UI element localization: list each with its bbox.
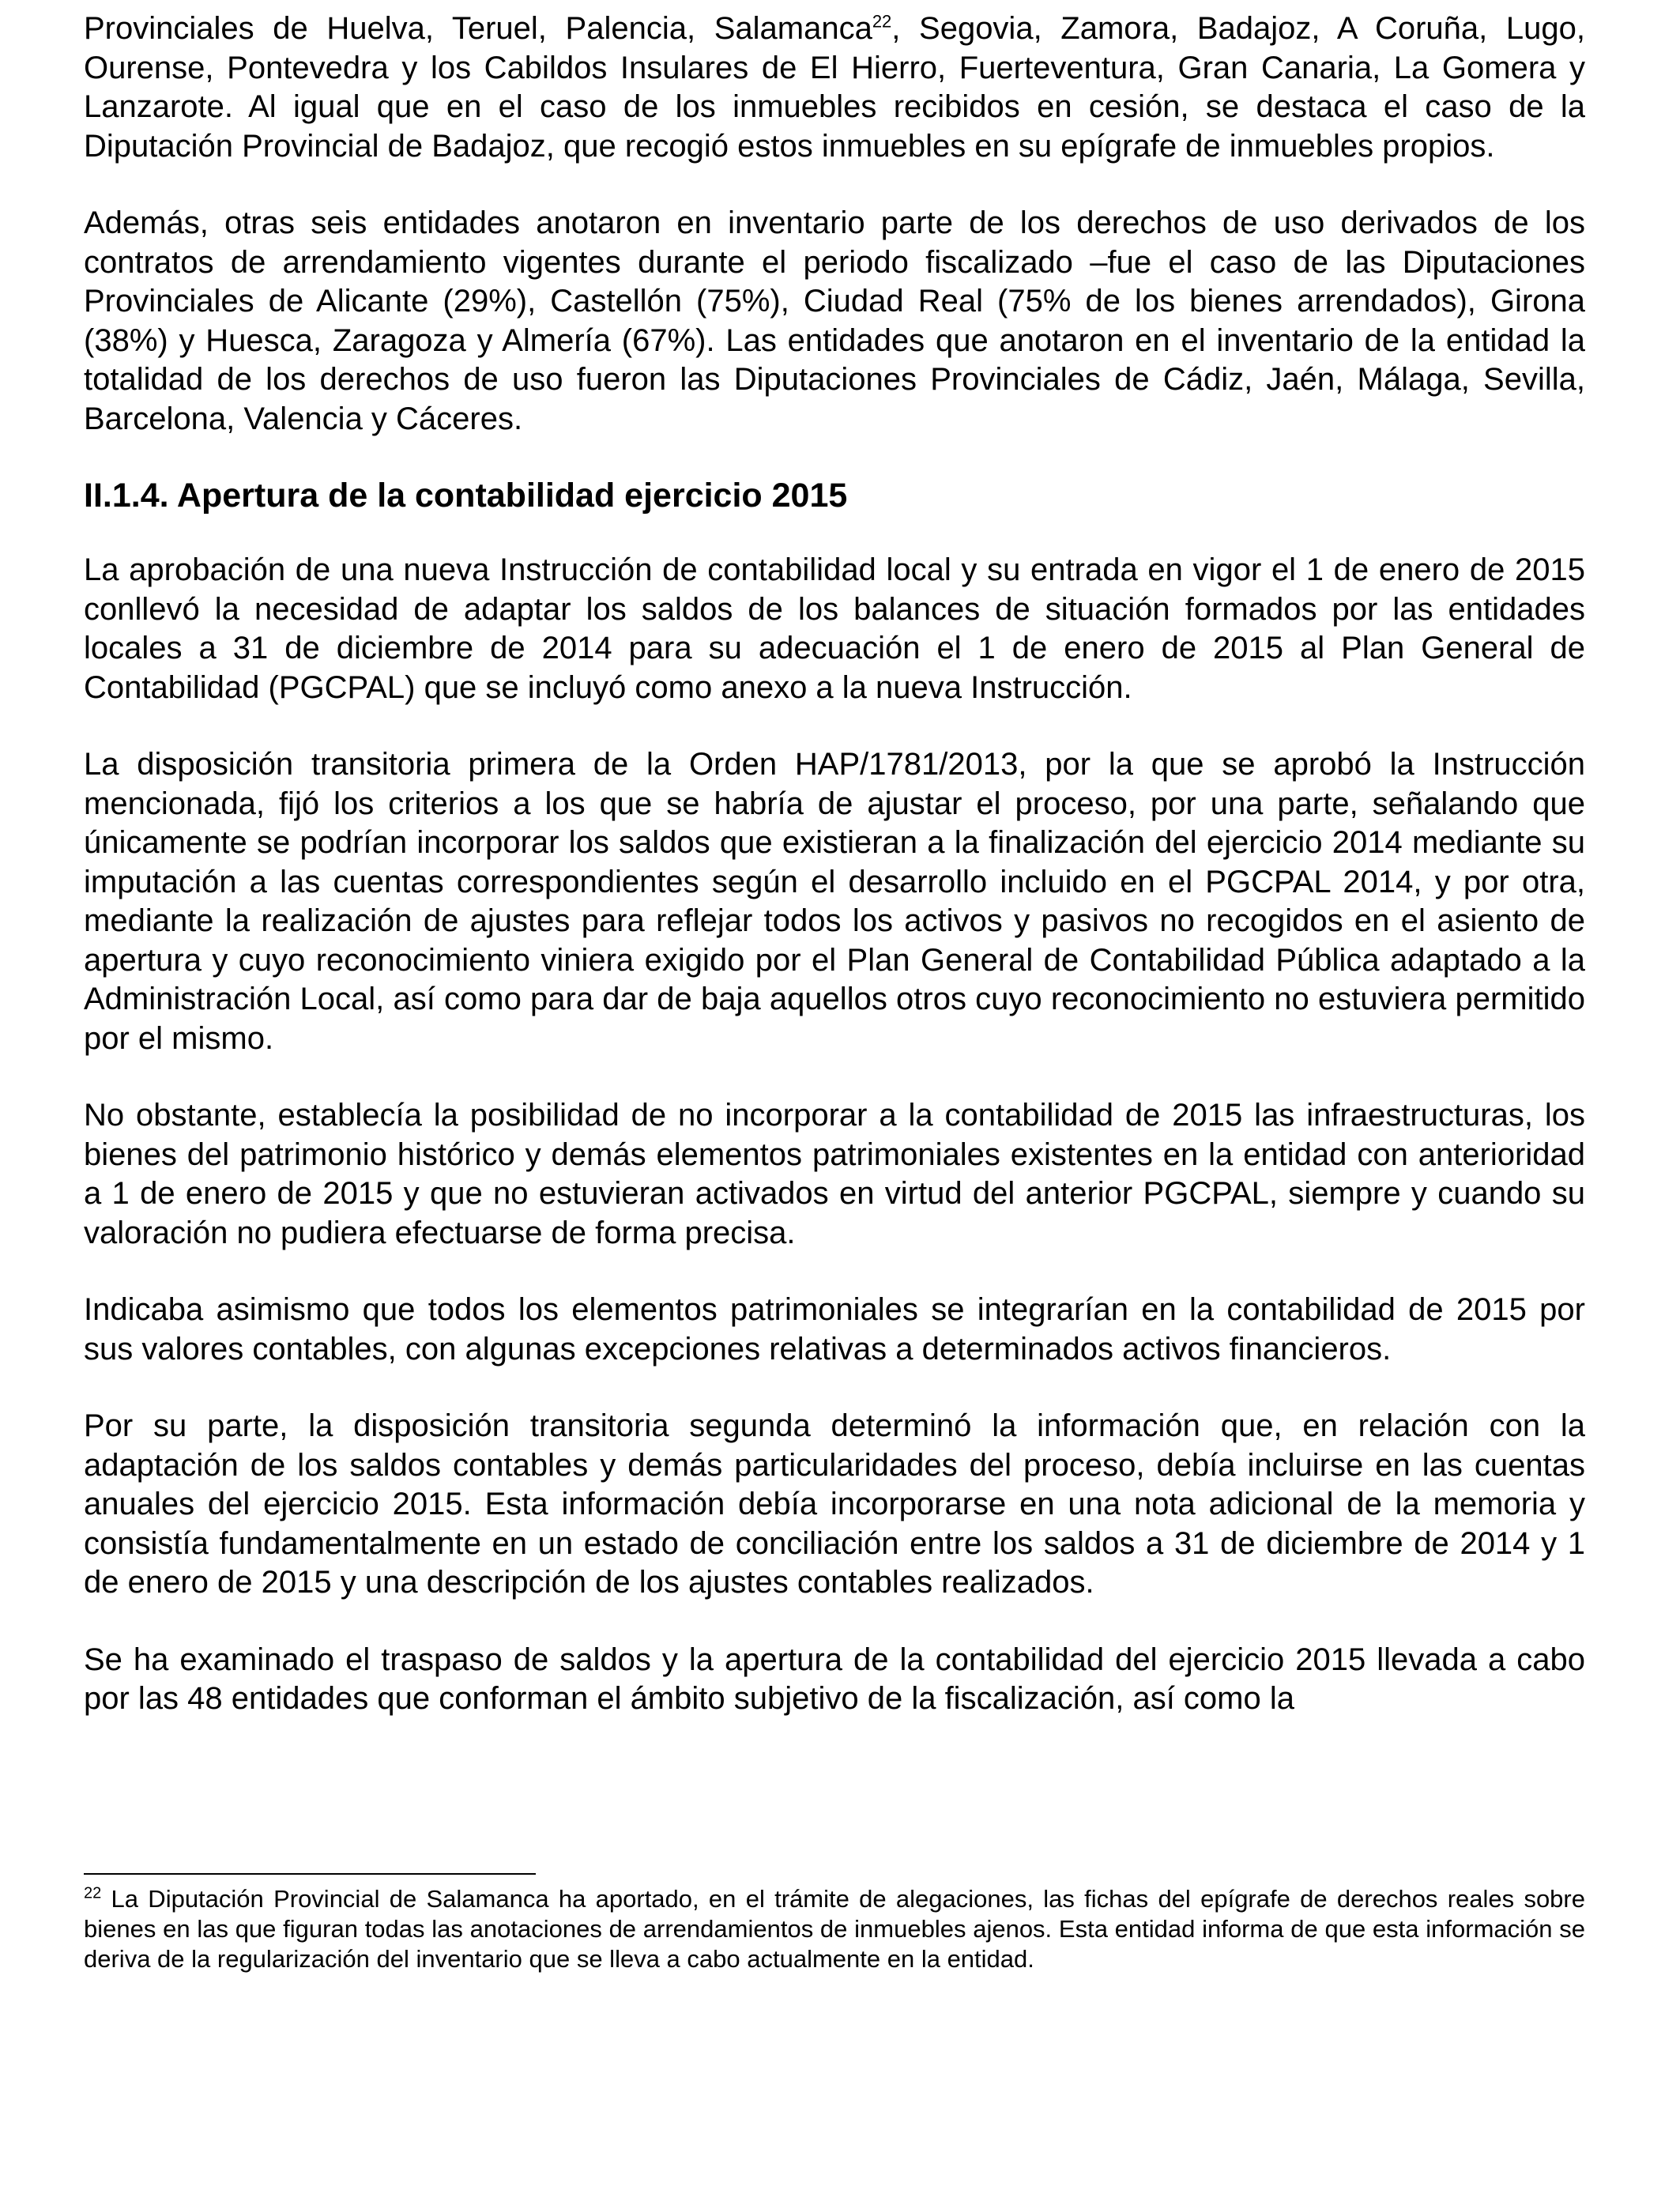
paragraph-aprobacion: La aprobación de una nueva Instrucción de contabilidad local y su entrada en vigor el 1 de enero de 2015 conllevó la necesidad de adaptar los saldos de los balances de situación formados por las entidades locales a 31 de diciembre de 2014 para su adecuación el 1 de enero de 2015 al Plan General de Contabilidad (PGCPAL) que se incluyó como anexo a la nueva Instrucción. bbox=[84, 552, 1585, 705]
document-body bbox=[84, 9, 1585, 1719]
footnote-reference[interactable]: 22 bbox=[872, 11, 892, 32]
footnote-text: La Diputación Provincial de Salamanca ha aportado, en el trámite de alegaciones, las fichas del epígrafe de derechos reales sobre bienes en las que figuran todas las anotaciones de arrendamientos de inmuebles ajenos. Esta entidad informa de que esta información se deriva de la regularización del inventario que se lleva a cabo actualmente en la entidad. bbox=[84, 1885, 1585, 1973]
paragraph-no-obstante: No obstante, establecía la posibilidad de no incorporar a la contabilidad de 2015 las infraestructuras, los bienes del patrimonio histórico y demás elementos patrimoniales existentes en la entidad con anterioridad a 1 de enero de 2015 y que no estuvieran activados en virtud del anterior PGCPAL, siempre y cuando su valoración no pudiera efectuarse de forma precisa. bbox=[84, 1098, 1585, 1250]
footnote bbox=[84, 1884, 1585, 1974]
paragraph-indicaba: Indicaba asimismo que todos los elementos patrimoniales se integrarían en la contabilidad de 2015 por sus valores contables, con algunas excepciones relativas a determinados activos financieros. bbox=[84, 1292, 1585, 1367]
paragraph-disposicion-segunda: Por su parte, la disposición transitoria segunda determinó la información que, en relación con la adaptación de los saldos contables y demás particularidades del proceso, debía incluirse en las cuentas anuales del ejercicio 2015. Esta información debía incorporarse en una nota adicional de la memoria y consistía fundamentalmente en un estado de conciliación entre los saldos a 31 de diciembre de 2014 y 1 de enero de 2015 y una descripción de los ajustes contables realizados. bbox=[84, 1408, 1585, 1600]
paragraph-text: Provinciales de Huelva, Teruel, Palencia, Salamanca bbox=[84, 11, 872, 46]
section-heading: II.1.4. Apertura de la contabilidad ejercicio 2015 bbox=[84, 477, 848, 515]
paragraph-disposicion-primera: La disposición transitoria primera de la Orden HAP/1781/2013, por la que se aprobó la Instrucción mencionada, fijó los criterios a los que se habría de ajustar el proceso, por una parte, señalando que únicamente se podrían incorporar los saldos que existieran a la finalización del ejercicio 2014 mediante su imputación a las cuentas correspondientes según el desarrollo incluido en el PGCPAL 2014, y por otra, mediante la realización de ajustes para reflejar todos los activos y pasivos no recogidos en el asiento de apertura y cuyo reconocimiento viniera exigido por el Plan General de Contabilidad Pública adaptado a la Administración Local, así como para dar de baja aquellos otros cuyo reconocimiento no estuviera permitido por el mismo. bbox=[84, 747, 1585, 1056]
paragraph-examen: Se ha examinado el traspaso de saldos y la apertura de la contabilidad del ejercicio 2015 llevada a cabo por las 48 entidades que conforman el ámbito subjetivo de la fiscalización, así como la bbox=[84, 1642, 1585, 1716]
paragraph-continuation bbox=[84, 9, 1585, 166]
footnote-number: 22 bbox=[84, 1884, 102, 1902]
paragraph-derechos-uso: Además, otras seis entidades anotaron en inventario parte de los derechos de uso derivados de los contratos de arrendamiento vigentes durante el periodo fiscalizado –fue el caso de las Diputaciones Provinciales de Alicante (29%), Castellón (75%), Ciudad Real (75% de los bienes arrendados), Girona (38%) y Huesca, Zaragoza y Almería (67%). Las entidades que anotaron en el inventario de la entidad la totalidad de los derechos de uso fueron las Diputaciones Provinciales de Cádiz, Jaén, Málaga, Sevilla, Barcelona, Valencia y Cáceres. bbox=[84, 205, 1585, 436]
paragraph-text: , Segovia, Zamora, Badajoz, A Coruña, Lugo, Ourense, Pontevedra y los Cabildos Insulares de El Hierro, Fuerteventura, Gran Canaria, La Gomera y Lanzarote. Al igual que en el caso de los inmuebles recibidos en cesión, se destaca el caso de la Diputación Provincial de Badajoz, que recogió estos inmuebles en su epígrafe de inmuebles propios. bbox=[84, 11, 1585, 164]
footnote-separator bbox=[84, 1873, 536, 1875]
